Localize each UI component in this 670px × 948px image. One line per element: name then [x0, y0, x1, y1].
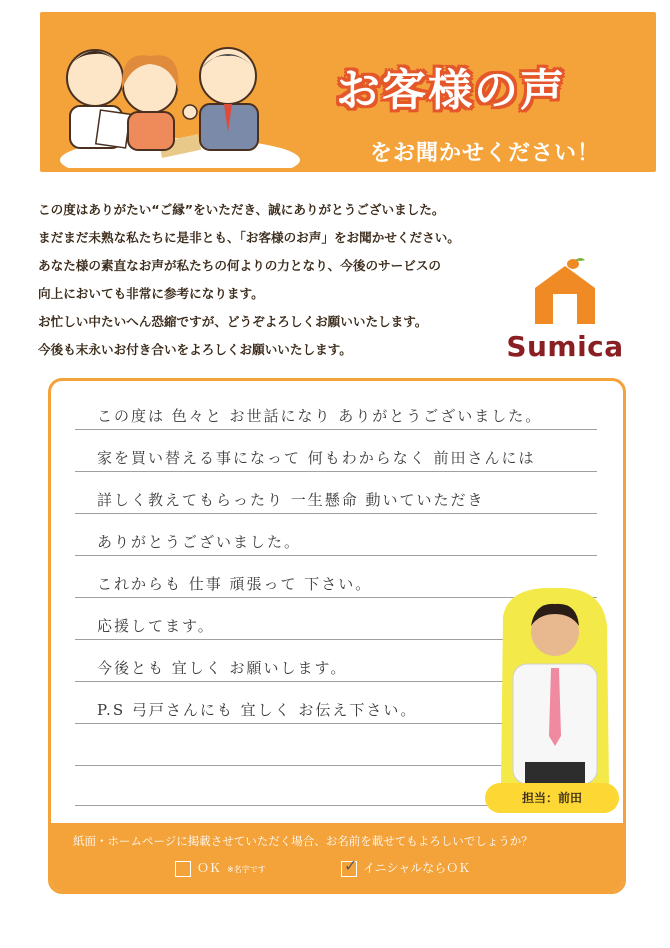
- intro-line: あなた様の素直なお声が私たちの何よりの力となり、今後のサービスの: [38, 258, 441, 273]
- consent-option-ok[interactable]: [175, 859, 266, 877]
- header-banner: [40, 12, 656, 172]
- ok-label: ＯＫ: [197, 861, 222, 875]
- house-icon: [505, 258, 625, 330]
- intro-line: まだまだ未熟な私たちに是非とも、「お客様のお声」をお聞かせください。: [38, 230, 460, 245]
- handwritten-line: 詳しく教えてもらったり 一生懸命 動いていただき: [97, 491, 485, 509]
- handwritten-line: 応援してます。: [97, 617, 215, 635]
- ruled-line: [75, 513, 597, 514]
- consent-section: [51, 823, 623, 891]
- handwritten-line: これからも 仕事 頑張って 下さい。: [97, 575, 373, 593]
- intro-line: お忙しい中たいへん恐縮ですが、どうぞよろしくお願いいたします。: [38, 314, 428, 329]
- intro-line: 今後も末永いお付き合いをよろしくお願いいたします。: [38, 342, 352, 357]
- intro-line: この度はありがたい“ご縁”をいただき、誠にありがとうございました。: [38, 202, 445, 217]
- logo-text: Sumica: [506, 330, 624, 363]
- consent-option-initial[interactable]: [341, 855, 471, 877]
- ruled-line: [75, 471, 597, 472]
- ruled-line: [75, 429, 597, 430]
- check-mark-icon: ✓: [344, 855, 358, 875]
- page-title: お客様の声: [336, 65, 566, 116]
- ruled-line: [75, 555, 597, 556]
- company-logo: [505, 258, 625, 368]
- handwritten-line: 家を買い替える事になって 何もわからなく 前田さんには: [97, 449, 536, 467]
- initial-label: イニシャルならＯＫ: [363, 861, 471, 875]
- handwritten-line: ありがとうございました。: [97, 533, 302, 551]
- handwritten-line: P.S 弓戸さんにも 宜しく お伝え下さい。: [97, 701, 418, 719]
- page-subtitle: をお聞かせください！: [370, 141, 601, 166]
- staff-photo: [499, 586, 611, 796]
- handwritten-line: 今後とも 宜しく お願いします。: [97, 659, 348, 677]
- intro-text: [38, 196, 508, 364]
- ok-note: ※名字です: [227, 865, 266, 874]
- initial-checkbox[interactable]: [341, 855, 358, 877]
- customers-illustration: [50, 20, 300, 168]
- staff-label: 担当：前田: [485, 783, 619, 813]
- intro-line: 向上においても非常に参考になります。: [38, 286, 264, 301]
- handwritten-line: この度は 色々と お世話になり ありがとうございました。: [97, 407, 543, 425]
- ok-checkbox[interactable]: [175, 861, 191, 877]
- consent-question: 紙面・ホームページに掲載させていただく場合、お名前を載せてもよろしいでしょうか？: [73, 834, 533, 848]
- comment-card: [48, 378, 626, 894]
